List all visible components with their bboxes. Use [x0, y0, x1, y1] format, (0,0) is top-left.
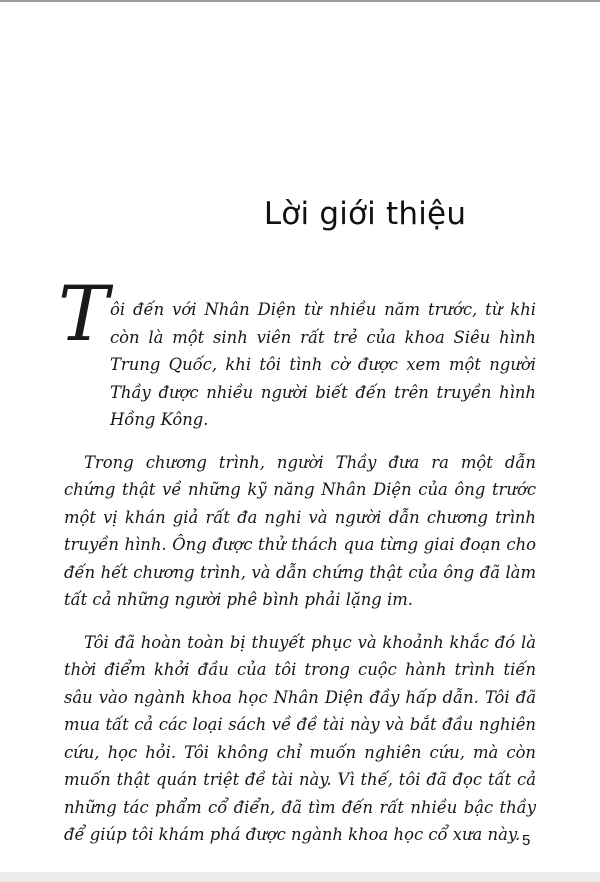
top-border — [0, 0, 600, 2]
drop-cap: T — [58, 269, 109, 358]
body-text — [58, 269, 536, 864]
bottom-border — [0, 872, 600, 882]
paragraph-1 — [58, 269, 536, 434]
chapter-title: Lời giới thiệu — [263, 195, 467, 232]
page-number: 5 — [522, 832, 531, 849]
paragraph-1-text: ôi đến với Nhân Diện từ nhiều năm trước, từ khi còn là một sinh viên rất trẻ của khoa Siêu hình Trung Quốc, khi tôi tình cờ được xem một người Thầy được nhiều người biết đến trên truyền hình Hồng Kông. — [110, 300, 536, 429]
paragraph-3: Tôi đã hoàn toàn bị thuyết phục và khoảnh khắc đó là thời điểm khởi đầu của tôi trong cuộc hành trình tiến sâu vào ngành khoa học Nhân Diện đầy hấp dẫn. Tôi đã mua tất cả các loại sách về đề tài này và bắt đầu nghiên cứu, học hỏi. Tôi không chỉ muốn nghiên cứu, mà còn muốn thật quán triệt đề tài này. Vì thế, tôi đã đọc tất cả những tác phẩm cổ điển, đã tìm đến rất nhiều bậc thầy để giúp tôi khám phá được ngành khoa học cổ xưa này. — [64, 632, 536, 844]
paragraph-2: Trong chương trình, người Thầy đưa ra một dẫn chứng thật về những kỹ năng Nhân Diện của ông trước một vị khán giả rất đa nghi và người dẫn chương trình truyền hình. Ông được thử thách qua từng giai đoạn cho đến hết chương trình, và dẫn chứng thật của ông đã làm tất cả những người phê bình phải lặng im. — [64, 452, 536, 609]
